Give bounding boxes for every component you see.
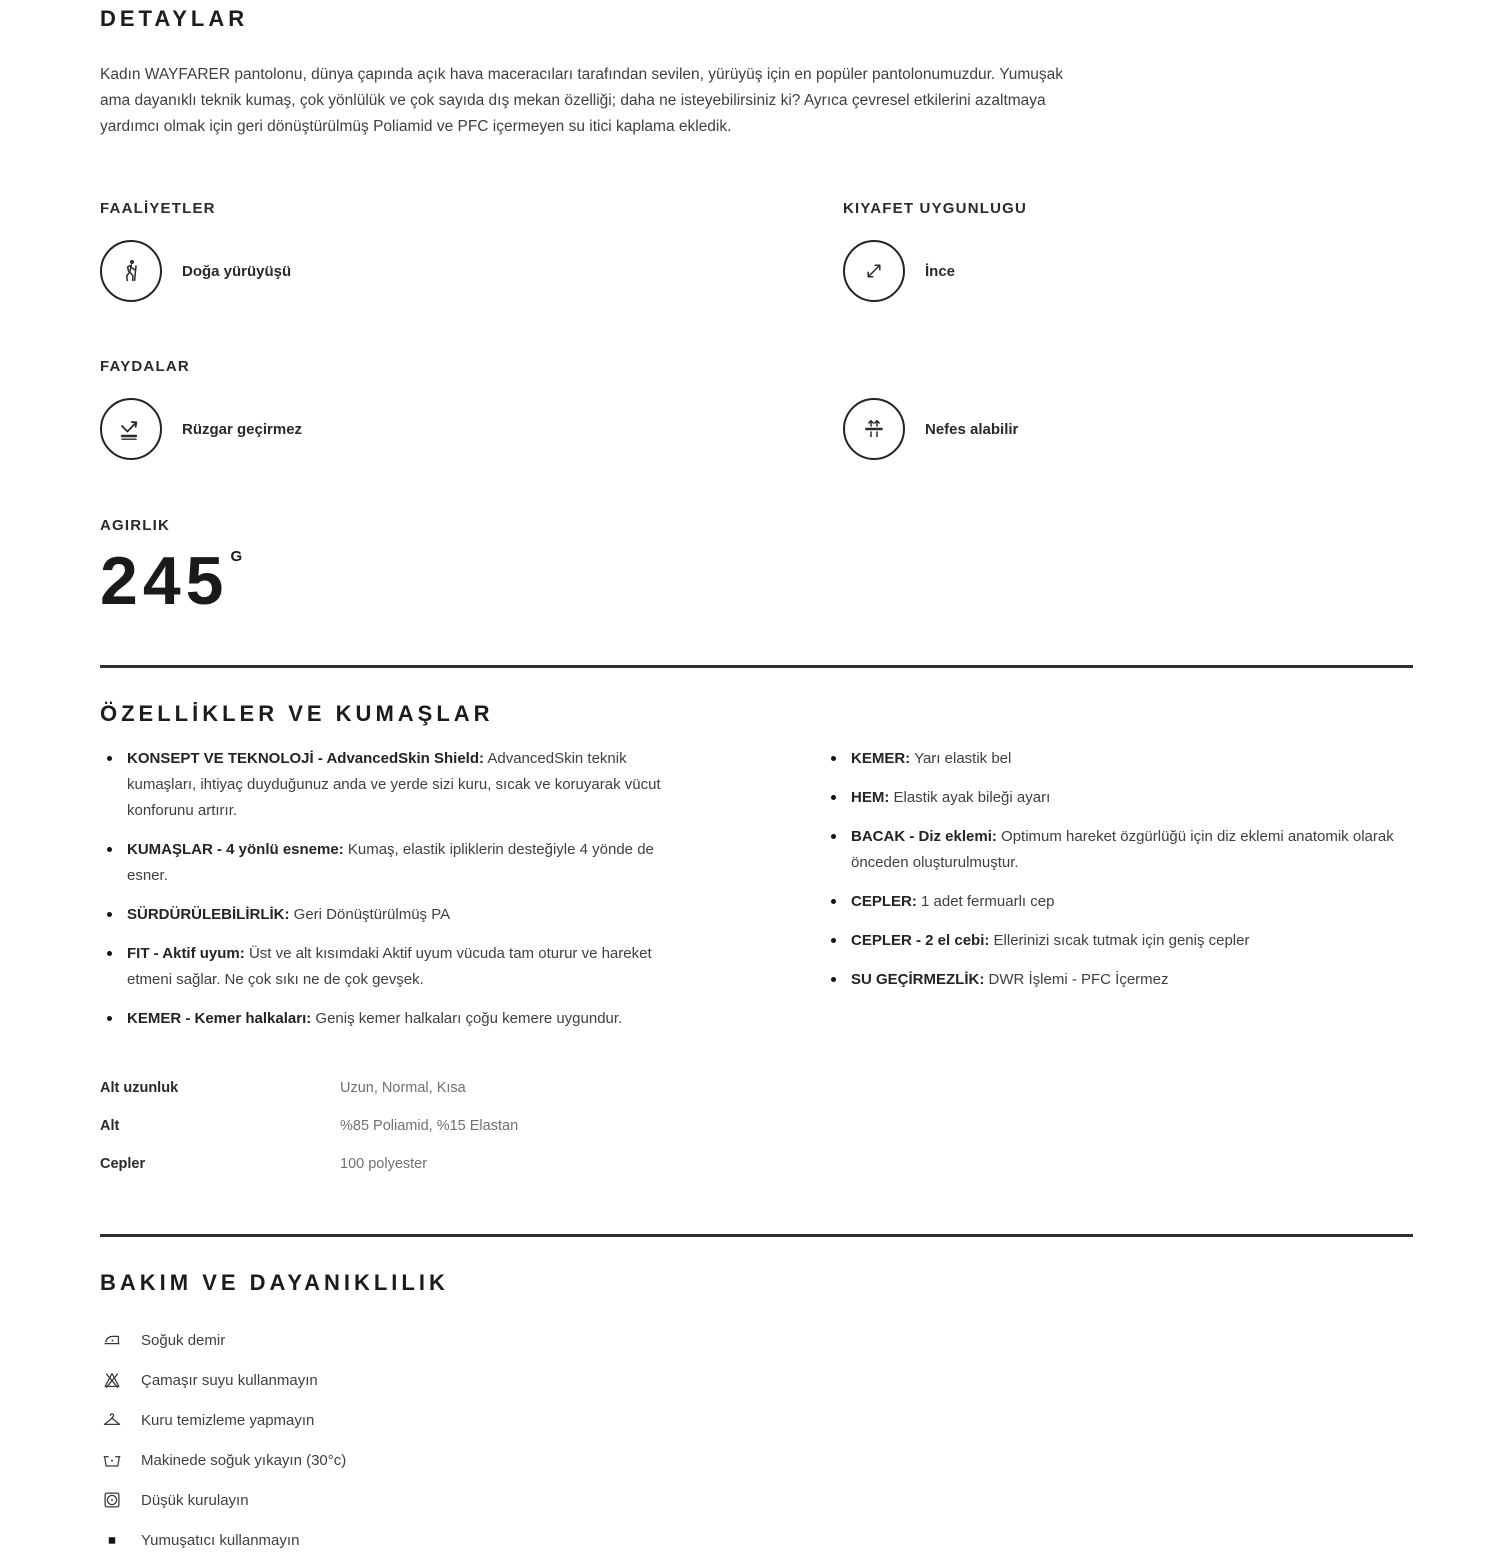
spec-value: %85 Poliamid, %15 Elastan xyxy=(340,1118,519,1134)
care-item xyxy=(100,1480,1413,1520)
benefit-label: Nefes alabilir xyxy=(925,420,1019,438)
bullet-term: CEPLER: xyxy=(851,893,917,910)
no-softener-icon xyxy=(100,1529,124,1551)
weight-value xyxy=(100,543,1413,619)
care-item xyxy=(100,1320,1413,1360)
benefit-item xyxy=(843,398,1413,460)
bullet-term: BACAK - Diz eklemi: xyxy=(851,828,997,845)
care-item xyxy=(100,1400,1413,1440)
care-list xyxy=(100,1320,1413,1560)
care-label: Yumuşatıcı kullanmayın xyxy=(141,1531,300,1549)
benefits-row xyxy=(100,358,1413,460)
care-title: BAKIM VE DAYANIKLILIK xyxy=(100,1270,449,1295)
bullet-text: 1 adet fermuarlı cep xyxy=(921,893,1055,910)
bullet-term: CEPLER - 2 el cebi: xyxy=(851,932,990,949)
breathable-icon xyxy=(843,398,905,460)
activity-item xyxy=(100,240,843,302)
weight-section xyxy=(100,517,1413,619)
feature-bullet xyxy=(100,902,689,928)
spec-label: Cepler xyxy=(100,1156,146,1172)
activity-label: Doğa yürüyüşü xyxy=(182,262,292,280)
care-label: Soğuk demir xyxy=(141,1331,226,1349)
bullet-term: HEM: xyxy=(851,789,890,806)
feature-bullet xyxy=(100,746,689,824)
benefit-item xyxy=(100,398,843,460)
benefit-label: Rüzgar geçirmez xyxy=(182,420,303,438)
weight-title: AGIRLIK xyxy=(100,517,171,534)
bullet-text: Üst ve alt kısımdaki Aktif uyum vücuda tam oturur ve hareket etmeni sağlar. Ne çok sıkı ne de çok gevşek. xyxy=(127,945,652,988)
hanger-icon xyxy=(100,1409,124,1431)
bullet-text: Optimum hareket özgürlüğü için diz eklemi anatomik olarak önceden oluşturulmuştur. xyxy=(851,828,1394,871)
bullet-text: Yarı elastik bel xyxy=(914,750,1012,767)
feature-bullet xyxy=(824,889,1413,915)
feature-bullet xyxy=(100,837,689,889)
care-label: Düşük kurulayın xyxy=(141,1491,249,1509)
windproof-icon xyxy=(100,398,162,460)
care-item xyxy=(100,1440,1413,1480)
bullet-term: SÜRDÜRÜLEBİLİRLİK: xyxy=(127,906,290,923)
bullet-text: AdvancedSkin teknik kumaşları, ihtiyaç duyduğunuz anda ve yerde sizi kuru, sıcak ve koruyarak vücut konforunu artırır. xyxy=(127,750,661,819)
bullet-text: Geri Dönüştürülmüş PA xyxy=(293,906,451,923)
spec-label: Alt xyxy=(100,1118,120,1134)
feature-bullet xyxy=(824,824,1413,876)
bullet-text: Elastik ayak bileği ayarı xyxy=(893,789,1051,806)
bullet-text: Geniş kemer halkaları çoğu kemere uygundur. xyxy=(315,1010,623,1027)
benefits-section-right xyxy=(843,358,1413,460)
section-divider xyxy=(100,1234,1413,1237)
bullet-term: KEMER - Kemer halkaları: xyxy=(127,1010,312,1027)
bullet-text: Kumaş, elastik ipliklerin desteğiyle 4 yönde de esner. xyxy=(127,841,654,884)
measure-arrows-icon xyxy=(843,240,905,302)
activities-section xyxy=(100,200,843,302)
fit-section xyxy=(843,200,1413,302)
page-title: DETAYLAR xyxy=(100,6,249,31)
features-columns xyxy=(100,733,1413,1032)
iron-low-icon xyxy=(100,1329,124,1351)
feature-bullet xyxy=(824,928,1413,954)
product-description: Kadın WAYFARER pantolonu, dünya çapında açık hava maceracıları tarafından sevilen, yürüyüş için en popüler pantolonumuzdur. Yumuşak ama dayanıklı teknik kumaş, çok yönlülük ve çok sayıda dış mekan özelliği; daha ne isteyebilirsiniz ki? Ayrıca çevresel etkilerini azaltmaya yardımcı olmak için geri dönüştürülmüş Poliamid ve PFC içermeyen su itici kaplama ekledik. xyxy=(100,66,1063,135)
fit-item xyxy=(843,240,1413,302)
care-item xyxy=(100,1360,1413,1400)
activities-fit-row xyxy=(100,200,1413,302)
benefits-title-spacer xyxy=(843,358,1413,376)
feature-bullet xyxy=(100,1006,689,1032)
feature-bullet xyxy=(100,941,689,993)
bullet-term: SU GEÇİRMEZLİK: xyxy=(851,971,985,988)
benefits-section xyxy=(100,358,843,460)
weight-unit: G xyxy=(230,548,243,565)
bullet-term: KONSEPT VE TEKNOLOJİ - AdvancedSkin Shield: xyxy=(127,750,485,767)
spec-row xyxy=(100,1080,1413,1096)
bullet-term: KEMER: xyxy=(851,750,911,767)
spec-row xyxy=(100,1156,1413,1172)
bullet-term: FIT - Aktif uyum: xyxy=(127,945,245,962)
benefits-title: FAYDALAR xyxy=(100,358,190,375)
machine-wash-icon xyxy=(100,1449,124,1471)
care-label: Makinede soğuk yıkayın (30°c) xyxy=(141,1451,347,1469)
feature-bullet xyxy=(824,967,1413,993)
bullet-text: DWR İşlemi - PFC İçermez xyxy=(988,971,1169,988)
tumble-dry-low-icon xyxy=(100,1489,124,1511)
spec-table xyxy=(100,1080,1413,1172)
spec-value: 100 polyester xyxy=(340,1156,428,1172)
bullet-text: Ellerinizi sıcak tutmak için geniş cepler xyxy=(993,932,1250,949)
fit-label: İnce xyxy=(925,262,956,280)
feature-bullet xyxy=(824,785,1413,811)
activities-title: FAALİYETLER xyxy=(100,200,216,217)
feature-bullet xyxy=(824,746,1413,772)
features-title: ÖZELLİKLER VE KUMAŞLAR xyxy=(100,701,494,726)
hiker-icon xyxy=(100,240,162,302)
section-divider xyxy=(100,665,1413,668)
spec-row xyxy=(100,1118,1413,1134)
spec-value: Uzun, Normal, Kısa xyxy=(340,1080,466,1096)
bullet-term: KUMAŞLAR - 4 yönlü esneme: xyxy=(127,841,344,858)
fit-title: KIYAFET UYGUNLUGU xyxy=(843,200,1028,217)
features-right-list xyxy=(824,733,1413,1032)
care-label: Çamaşır suyu kullanmayın xyxy=(141,1371,318,1389)
spec-label: Alt uzunluk xyxy=(100,1080,179,1096)
no-bleach-icon xyxy=(100,1369,124,1391)
features-left-list xyxy=(100,733,689,1032)
care-item xyxy=(100,1520,1413,1560)
weight-number: 245 xyxy=(100,543,229,619)
care-label: Kuru temizleme yapmayın xyxy=(141,1411,315,1429)
